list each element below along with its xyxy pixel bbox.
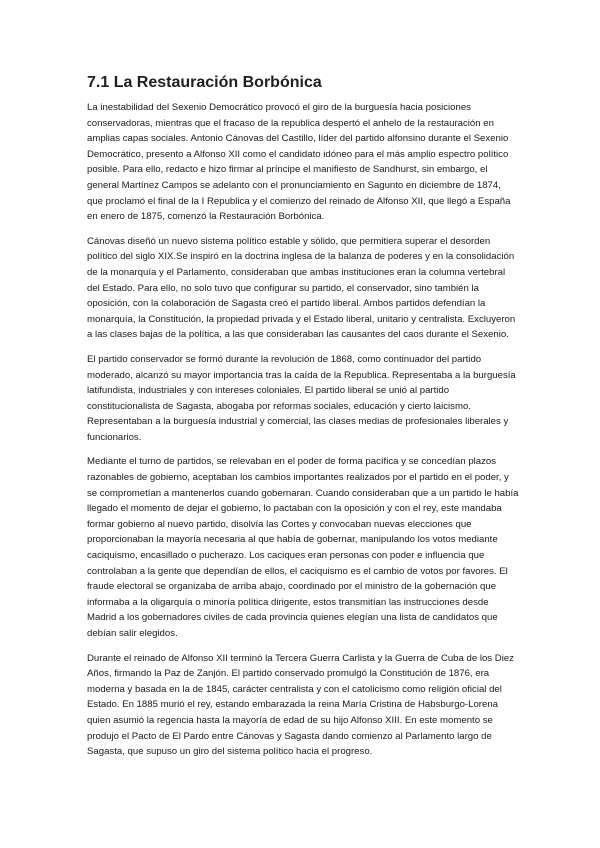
document-body [87,100,519,769]
document-title: 7.1 La Restauración Borbónica [87,74,322,91]
paragraph-4: Mediante el turno de partidos, se relevaban en el poder de forma pacífica y se concedían plazos razonables de gobierno, aceptaban los cambios importantes realizados por el partido en el poder, y se comprometían a mantenerlos cuando gobernaran. Cuando consideraban que a un partido le había llegado el momento de dejar el gobierno, lo pactaban con la oposición y con el rey, este mandaba formar gobierno al nuevo partido, disolvía las Cortes y convocaban nuevas elecciones que proporcionaban la mayoría necesaria al que había de gobernar, manipulando los votos mediante caciquismo, encasillado o pucherazo. Los caciques eran personas con poder e influencia que controlaban a la gente que dependían de ellos, el caciquismo es el cambio de votos por favores. El fraude electoral se organizaba de arriba abajo, coordinado por el ministro de la gobernación que informaba a la oligarquía o minoría política dirigente, estos transmitían las instrucciones desde Madrid a los gobernadores civiles de cada provincia quienes elegían una lista de candidatos que debían salir elegidos. [87,456,519,639]
paragraph-5: Durante el reinado de Alfonso XII terminó la Tercera Guerra Carlista y la Guerra de Cuba de los Diez Años, firmando la Paz de Zanjón. El partido conservado promulgó la Constitución de 1876, era moderna y basada en la de 1845, carácter centralista y con el catolicismo como religión oficial del Estado. En 1885 murió el rey, estando embarazada la reina María Cristina de Habsburgo-Lorena quien asumió la regencia hasta la mayoría de edad de su hijo Alfonso XIII. En este momento se produjo el Pacto de El Pardo entre Cánovas y Sagasta dando comienzo al Parlamento largo de Sagasta, que supuso un giro del sistema político hacia el progreso. [87,652,514,758]
paragraph-2: Cánovas diseñó un nuevo sistema político estable y sólido, que permitiera superar el desorden político del siglo XIX.Se inspiró en la doctrina inglesa de la balanza de poderes y en la consolidación de la monarquía y el Parlamento, consideraban que ambas instituciones eran la columna vertebral del Estado. Para ello, no solo tuvo que configurar su partido, el conservador, sino también la oposición, con la colaboración de Sagasta creó el partido liberal. Ambos partidos defendían la monarquía, la Constitución, la propiedad privada y el Estado liberal, unitario y centralista. Excluyeron a las clases bajas de la política, a las que consideraban las causantes del caos durante el Sexenio. [87,235,516,341]
paragraph-3: El partido conservador se formó durante la revolución de 1868, como continuador del partido moderado, alcanzó su mayor importancia tras la caída de la Republica. Representaba a la burguesía latifundista, industriales y con intereses coloniales. El partido liberal se unió al partido constitucionalista de Sagasta, abogaba por reformas sociales, educación y cierto laicismo. Representaban a la burguesía industrial y comercial, las clases medias de profesionales liberales y funcionarios. [87,353,516,443]
paragraph-1: La inestabilidad del Sexenio Democrático provocó el giro de la burguesía hacia posiciones conservadoras, mientras que el fracaso de la republica despertó el anhelo de la restauración en amplias capas sociales. Antonio Cánovas del Castillo, líder del partido alfonsino durante el Sexenio Democrático, presento a Alfonso XII como el candidato idóneo para el más amplio espectro político posible. Para ello, redacto e hizo firmar al príncipe el manifiesto de Sandhurst, sin embargo, el general Martínez Campos se adelanto con el pronunciamiento en Sagunto en diciembre de 1874, que proclamó el final de la I Republica y el comienzo del reinado de Alfonso XII, que llegó a España en enero de 1875, comenzó la Restauración Borbónica. [87,102,511,223]
